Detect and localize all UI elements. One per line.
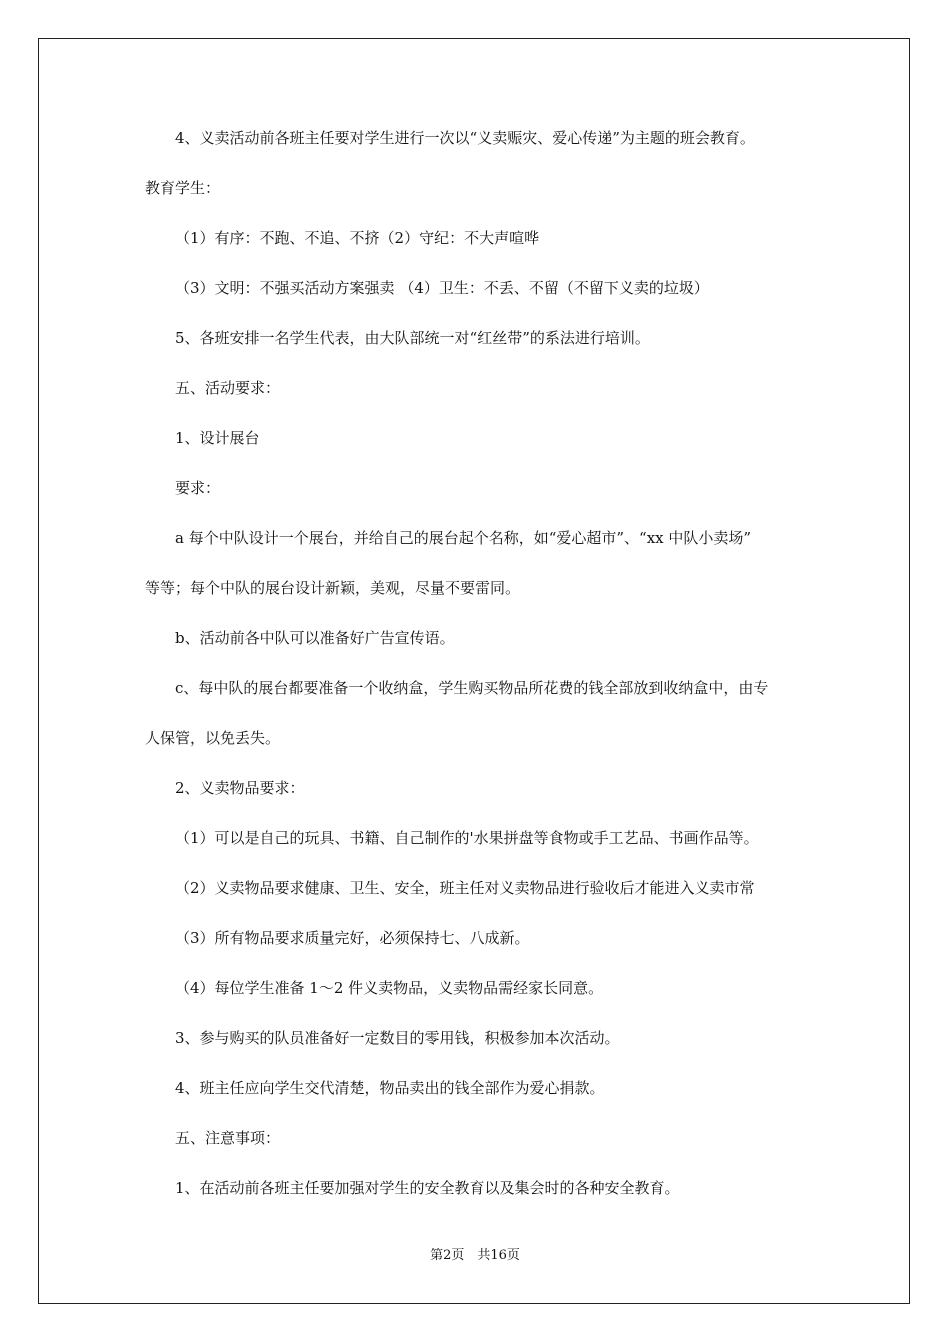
paragraph-line: a 每个中队设计一个展台，并给自己的展台起个名称，如“爱心超市”、“xx 中队小卖场” (175, 529, 752, 547)
paragraph-line: 要求： (175, 479, 221, 497)
paragraph-line: 3、参与购买的队员准备好一定数目的零用钱，积极参加本次活动。 (175, 1029, 620, 1047)
paragraph-line: 4、班主任应向学生交代清楚，物品卖出的钱全部作为爱心捐款。 (175, 1079, 605, 1097)
section-heading: 五、注意事项： (175, 1129, 281, 1147)
paragraph-line: （3）文明：不强买活动方案强卖 （4）卫生：不丢、不留（不留下义卖的垃圾） (175, 279, 709, 297)
paragraph-line: 4、义卖活动前各班主任要对学生进行一次以“义卖赈灾、爱心传递”为主题的班会教育。 (175, 129, 755, 147)
paragraph-line: （1）可以是自己的玩具、书籍、自己制作的'水果拼盘等食物或手工艺品、书画作品等。 (175, 829, 759, 847)
paragraph-line: c、每中队的展台都要准备一个收纳盒，学生购买物品所花费的钱全部放到收纳盒中，由专 (175, 679, 769, 697)
paragraph-line: 1、在活动前各班主任要加强对学生的安全教育以及集会时的各种安全教育。 (175, 1179, 680, 1197)
paragraph-line: 2、义卖物品要求： (175, 779, 305, 797)
paragraph-line: 1、设计展台 (175, 429, 260, 447)
section-heading: 五、活动要求： (175, 379, 281, 397)
paragraph-line: （2）义卖物品要求健康、卫生、安全，班主任对义卖物品进行验收后才能进入义卖市常 (175, 879, 755, 897)
paragraph-line: 等等；每个中队的展台设计新颖，美观，尽量不要雷同。 (145, 579, 521, 597)
page-number-footer: 第2页 共16页 (430, 1248, 520, 1263)
paragraph-line: 教育学生： (145, 179, 221, 197)
paragraph-line: 5、各班安排一名学生代表，由大队部统一对“红丝带”的系法进行培训。 (175, 329, 650, 347)
paragraph-line: 人保管，以免丢失。 (145, 729, 281, 747)
paragraph-line: （4）每位学生准备 1～2 件义卖物品，义卖物品需经家长同意。 (175, 979, 604, 997)
paragraph-line: （3）所有物品要求质量完好，必须保持七、八成新。 (175, 929, 530, 947)
paragraph-line: （1）有序：不跑、不追、不挤（2）守纪：不大声喧哗 (175, 229, 540, 247)
paragraph-line: b、活动前各中队可以准备好广告宣传语。 (175, 629, 455, 647)
